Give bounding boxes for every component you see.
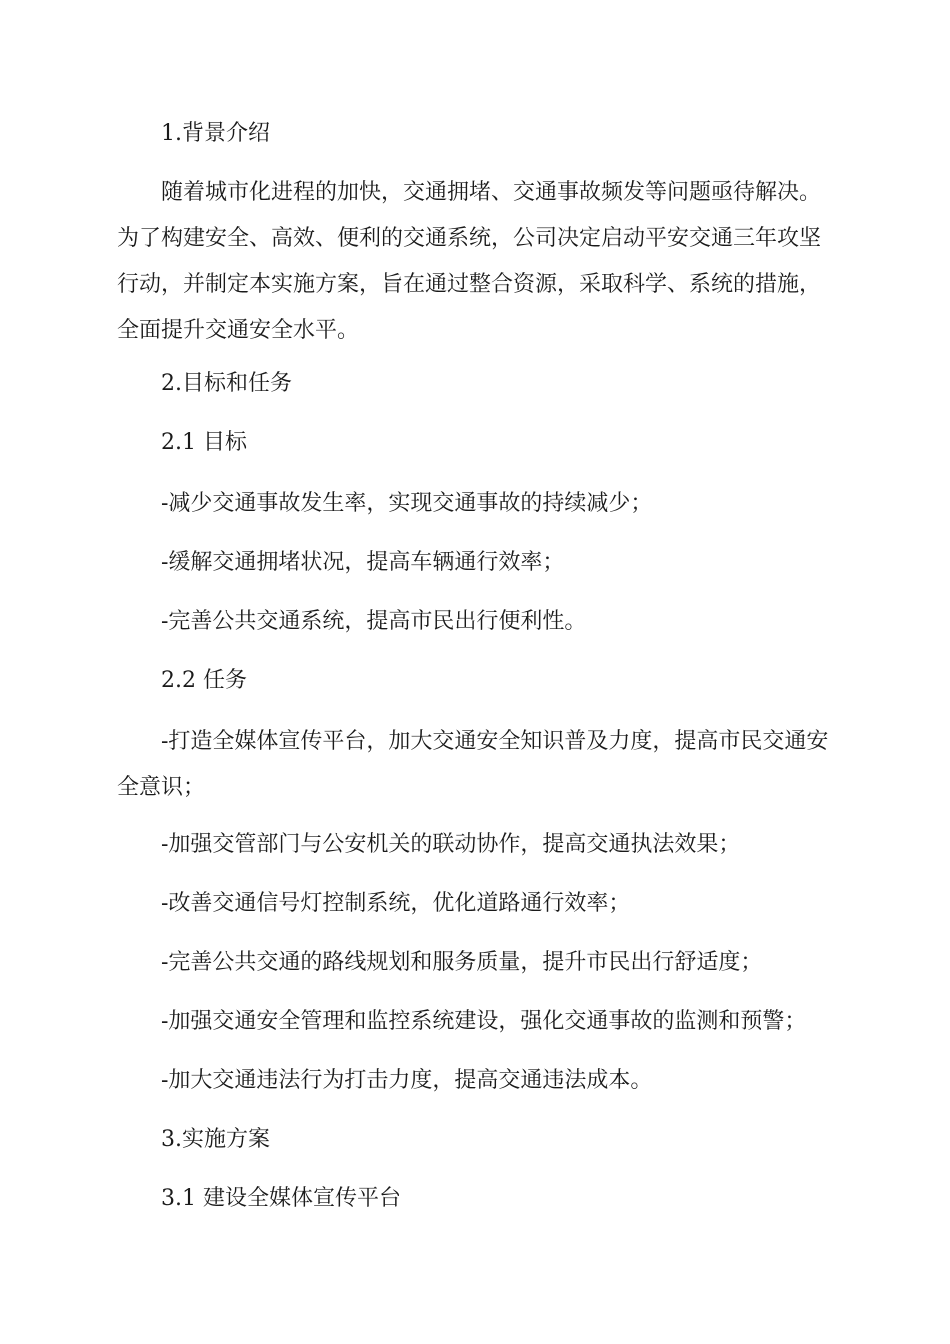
subsection-heading-media-platform: 3.1 建设全媒体宣传平台 [161, 1186, 401, 1211]
section-heading-goals-tasks: 2.目标和任务 [161, 371, 292, 396]
section-heading-implementation: 3.实施方案 [161, 1127, 270, 1152]
goal-item: -缓解交通拥堵状况，提高车辆通行效率； [161, 550, 565, 575]
task-item: -完善公共交通的路线规划和服务质量，提升市民出行舒适度； [161, 950, 763, 975]
section-heading-background: 1.背景介绍 [161, 121, 270, 146]
task-item: -加强交管部门与公安机关的联动协作，提高交通执法效果； [161, 832, 741, 857]
subsection-heading-tasks: 2.2 任务 [161, 668, 247, 693]
goal-item: -完善公共交通系统，提高市民出行便利性。 [161, 609, 587, 634]
task-item: -改善交通信号灯控制系统，优化道路通行效率； [161, 891, 631, 916]
goal-item: -减少交通事故发生率，实现交通事故的持续减少； [161, 491, 653, 516]
task-item: -加大交通违法行为打击力度，提高交通违法成本。 [161, 1068, 653, 1093]
task-item: -打造全媒体宣传平台，加大交通安全知识普及力度，提高市民交通安全意识； [117, 729, 829, 800]
task-item: -加强交通安全管理和监控系统建设，强化交通事故的监测和预警； [161, 1009, 807, 1034]
subsection-heading-goals: 2.1 目标 [161, 430, 247, 455]
paragraph-background-body: 随着城市化进程的加快，交通拥堵、交通事故频发等问题亟待解决。为了构建安全、高效、便利的交通系统，公司决定启动平安交通三年攻坚行动，并制定本实施方案，旨在通过整合资源，采取科学、系统的措施，全面提升交通安全水平。 [117, 180, 822, 343]
